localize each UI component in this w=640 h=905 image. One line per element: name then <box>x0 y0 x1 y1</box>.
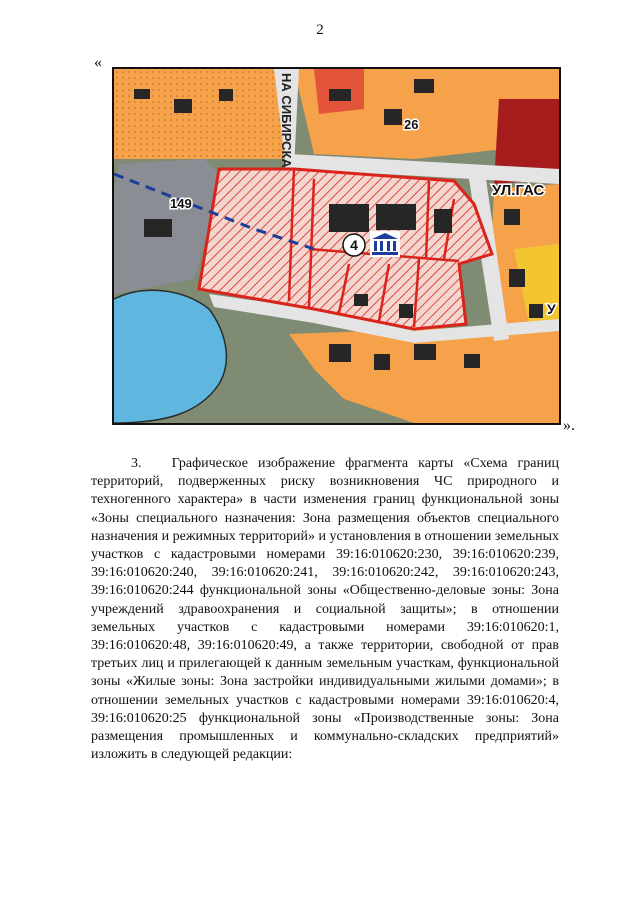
paragraph-3 <box>91 455 559 764</box>
map-label-zone-number: 4 <box>350 237 358 253</box>
opening-quote: « <box>94 54 102 71</box>
map-label-street-horizontal: УЛ.ГАС <box>492 182 545 199</box>
zoning-map-fragment <box>112 67 561 425</box>
page-number: 2 <box>316 22 324 38</box>
map-label-parcel-149: 149 <box>170 196 192 211</box>
map-label-street-vertical: НА СИБИРСКА <box>279 73 294 168</box>
map-residential-top <box>114 69 284 159</box>
map-label-edge: У <box>547 301 556 317</box>
closing-quote: ». <box>563 417 575 434</box>
map-zone-marker <box>343 234 365 256</box>
map-label-parcel-26: 26 <box>404 117 419 132</box>
paragraph-text: Графическое изображение фрагмента карты «Схема границ территорий, подверженных риску возникновения ЧС природного и техногенного характера» в части изменения границ функциональной зоны «Зоны специального назначения: Зона размещения объектов специального назначения и режимных территорий» и установления в отношении земельных участков с кадастровыми номерами 39:16:010620:230, 39:16:010620:239, 39:16:010620:240, 39:16:010620:241, 39:16:010620:242, 39:16:010620:243, 39:16:010620:244 функциональной зоны «Общественно-деловые зоны: Зона учреждений здравоохранения и социальной защиты»; в отношении земельных участков с кадастровыми номерами 39:16:010620:1, 39:16:010620:48, 39:16:010620:49, а также территории, свободной от прав третьих лиц и прилегающей к данным земельным участкам, функциональной зоны «Жилые зоны: Зона застройки индивидуальными жилыми домами»; в отношении земельных участков с кадастровыми номерами 39:16:010620:4, 39:16:010620:25 функциональной зоны «Производственные зоны: Зона размещения промышленных и коммунально-складских предприятий» изложить в следующей редакции: <box>91 456 559 763</box>
paragraph-number: 3. <box>131 456 142 471</box>
government-building-icon <box>370 231 400 257</box>
